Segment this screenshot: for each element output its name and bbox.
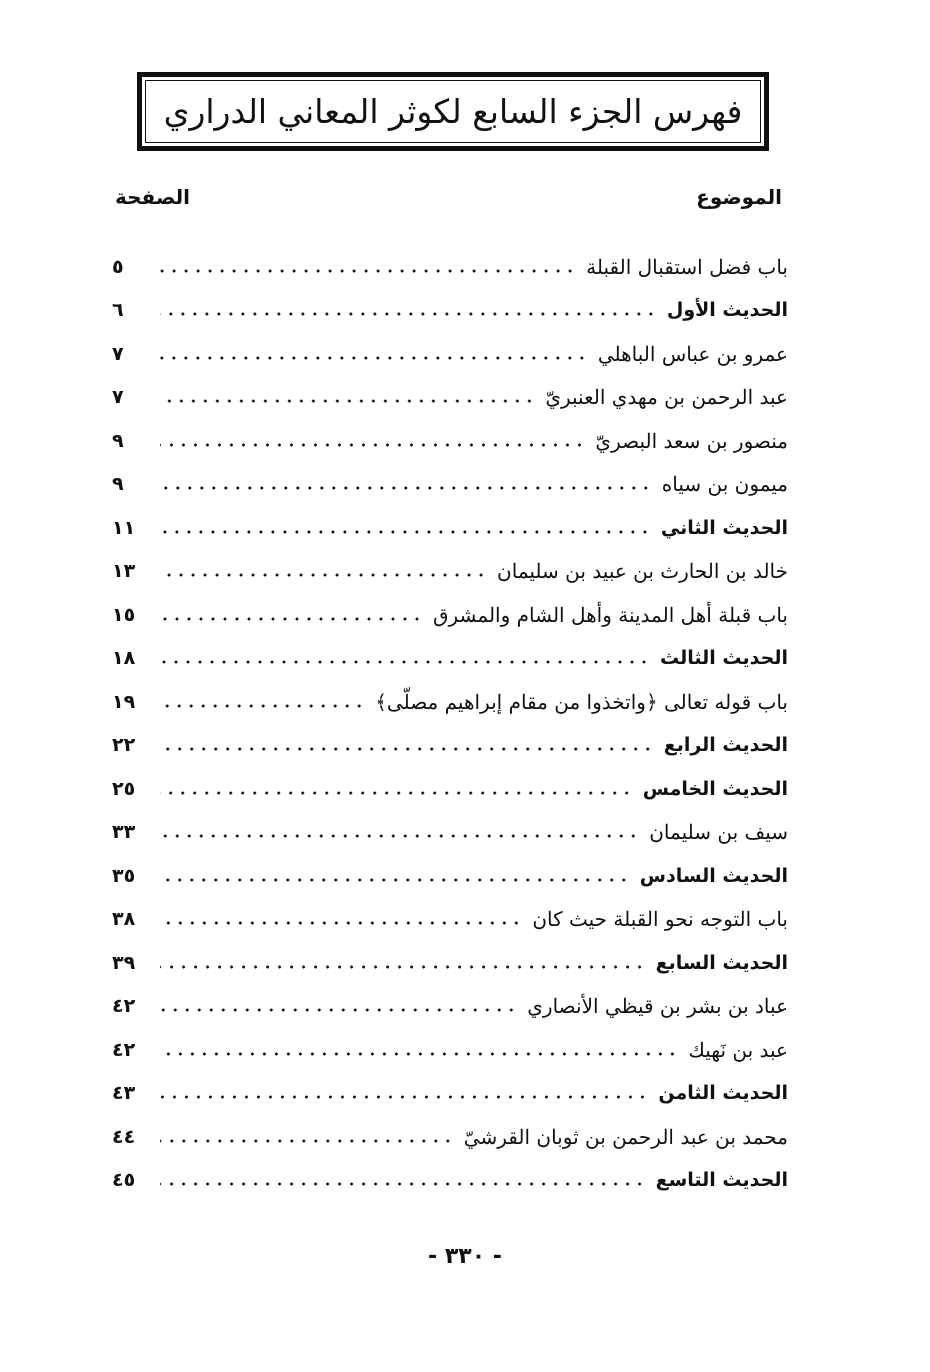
- dot-leader: [160, 703, 365, 709]
- title-box: [137, 72, 769, 151]
- toc-row: [112, 854, 788, 898]
- toc-entry-label: الحديث الرابع: [663, 734, 788, 757]
- toc-entry-page: ٣٩: [112, 951, 136, 974]
- toc-row: [112, 985, 788, 1029]
- toc-row: [112, 1159, 788, 1203]
- toc-entry-page: ٩: [112, 429, 124, 452]
- toc-entry-page: ٤٢: [112, 995, 136, 1018]
- dot-leader: [160, 268, 576, 274]
- page-number: - ٣٣٠ -: [428, 1244, 502, 1269]
- page-title: فهرس الجزء السابع لكوثر المعاني الدراري: [163, 92, 743, 131]
- dot-leader: [160, 1094, 648, 1100]
- toc-entry-page: ١٩: [112, 690, 136, 713]
- toc-entry-label: باب قوله تعالى ﴿واتخذوا من مقام إبراهيم مصلّى﴾: [375, 689, 788, 714]
- dot-leader: [160, 572, 487, 578]
- toc-row: [112, 376, 788, 420]
- toc-entry-label: الحديث السابع: [655, 951, 788, 974]
- toc-entry-page: ٩: [112, 473, 124, 496]
- toc-entry-label: باب فضل استقبال القبلة: [586, 254, 788, 279]
- toc-row: [112, 419, 788, 463]
- toc-row: [112, 724, 788, 768]
- toc-entry-label: الحديث الخامس: [642, 777, 788, 800]
- toc-row: [112, 463, 788, 507]
- dot-leader: [160, 485, 652, 491]
- toc-entry-label: الحديث الثاني: [660, 516, 788, 539]
- toc-entry-page: ٦: [112, 299, 124, 322]
- toc-row: [112, 1028, 788, 1072]
- dot-leader: [160, 616, 423, 622]
- toc-entry-label: باب قبلة أهل المدينة وأهل الشام والمشرق: [433, 602, 788, 627]
- toc-entry-page: ٢٢: [112, 734, 136, 757]
- dot-leader: [160, 529, 651, 535]
- dot-leader: [160, 659, 650, 665]
- toc-entry-label: الحديث السادس: [639, 864, 788, 887]
- topic-column-header: الموضوع: [696, 185, 782, 209]
- toc-entry-page: ٧: [112, 342, 124, 365]
- toc-entry-page: ٣٣: [112, 821, 136, 844]
- toc-entry-label: محمد بن عبد الرحمن بن ثوبان القرشيّ: [463, 1124, 788, 1149]
- toc-entry-label: الحديث الأول: [666, 299, 788, 322]
- toc-row: [112, 332, 788, 376]
- toc-row: [112, 941, 788, 985]
- toc-entry-page: ١٣: [112, 560, 136, 583]
- toc-row: [112, 1115, 788, 1159]
- toc-entry-label: عباد بن بشر بن قيظي الأنصاري: [527, 994, 788, 1019]
- toc-entry-page: ٢٥: [112, 777, 136, 800]
- toc-entry-page: ٥: [112, 255, 124, 278]
- dot-leader: [160, 877, 630, 883]
- dot-leader: [160, 355, 588, 361]
- toc-entry-page: ٣٨: [112, 908, 136, 931]
- toc-entry-page: ١١: [112, 516, 136, 539]
- dot-leader: [160, 920, 522, 926]
- dot-leader: [160, 1051, 678, 1057]
- toc-row: [112, 289, 788, 333]
- dot-leader: [160, 442, 585, 448]
- toc-entry-label: الحديث الثامن: [658, 1082, 788, 1105]
- dot-leader: [160, 398, 535, 404]
- toc-entry-label: عمرو بن عباس الباهلي: [597, 341, 788, 366]
- dot-leader: [160, 790, 633, 796]
- toc-row: [112, 593, 788, 637]
- page-column-header: الصفحة: [115, 185, 191, 209]
- toc-entry-label: عبد الرحمن بن مهدي العنبريّ: [545, 385, 788, 410]
- toc-row: [112, 506, 788, 550]
- dot-leader: [160, 311, 657, 317]
- toc-row: [112, 550, 788, 594]
- dot-leader: [160, 964, 646, 970]
- toc-entry-page: ٤٤: [112, 1125, 136, 1148]
- toc-entry-label: منصور بن سعد البصريّ: [595, 428, 788, 453]
- table-of-contents: [112, 245, 788, 1202]
- toc-entry-label: خالد بن الحارث بن عبيد بن سليمان: [497, 559, 788, 584]
- toc-entry-page: ٤٣: [112, 1082, 136, 1105]
- toc-row: [112, 898, 788, 942]
- dot-leader: [160, 1138, 454, 1144]
- toc-entry-label: عبد بن نَهيك: [688, 1037, 788, 1062]
- toc-entry-label: الحديث الثالث: [660, 647, 788, 670]
- toc-entry-label: سيف بن سليمان: [649, 820, 788, 845]
- toc-entry-label: ميمون بن سياه: [661, 472, 788, 497]
- dot-leader: [160, 1007, 517, 1013]
- toc-entry-page: ٣٥: [112, 864, 136, 887]
- dot-leader: [160, 833, 639, 839]
- toc-entry-page: ٤٢: [112, 1038, 136, 1061]
- toc-row: [112, 811, 788, 855]
- toc-row: [112, 680, 788, 724]
- toc-row: [112, 245, 788, 289]
- toc-row: [112, 637, 788, 681]
- toc-row: [112, 767, 788, 811]
- dot-leader: [160, 746, 654, 752]
- toc-entry-label: باب التوجه نحو القبلة حيث كان: [532, 907, 788, 932]
- toc-entry-page: ١٨: [112, 647, 136, 670]
- dot-leader: [160, 1181, 646, 1187]
- toc-entry-label: الحديث التاسع: [655, 1169, 788, 1192]
- toc-entry-page: ١٥: [112, 603, 136, 626]
- toc-entry-page: ٧: [112, 386, 124, 409]
- toc-row: [112, 1072, 788, 1116]
- toc-entry-page: ٤٥: [112, 1169, 136, 1192]
